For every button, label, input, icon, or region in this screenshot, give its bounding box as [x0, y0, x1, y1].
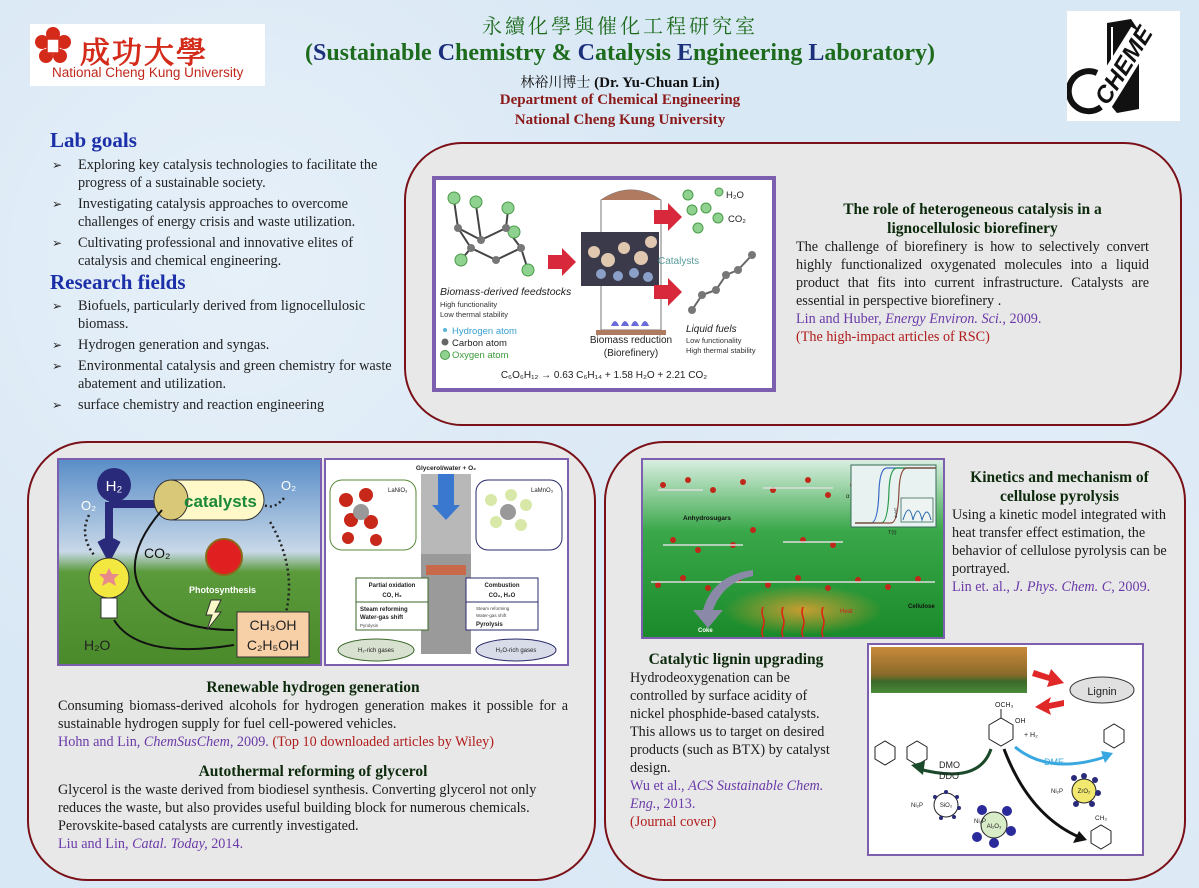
zro2-label: ZrO₂	[1077, 789, 1091, 795]
hydrogen-note: (Top 10 downloaded articles by Wiley)	[268, 734, 494, 750]
biorefinery-citation[interactable]: Lin and Huber, Energy Environ. Sci., 2009.	[796, 311, 1042, 327]
hydrogen-text-block	[58, 678, 568, 751]
left-box-bot-text3: Pyrolysis	[360, 623, 379, 628]
right-box-bot-text2: Water-gas shift	[476, 613, 507, 618]
h2-label: + H₂	[1024, 732, 1038, 739]
research-field-item: ➢ Biofuels, particularly derived from lignocellulosic biomass.	[52, 298, 366, 332]
ch3-label: CH₃	[1095, 815, 1108, 822]
lab-goals-list	[50, 156, 402, 270]
lab-title-chinese: 永續化學與催化工程研究室	[482, 14, 758, 38]
research-fields-section	[50, 270, 402, 417]
o2-right-label: O₂	[281, 478, 297, 493]
cheme-logo-text: CHEME	[1089, 21, 1159, 110]
left-box-top-text2: CO, H₂	[382, 593, 402, 599]
cellulose-label: Cellulose	[908, 604, 935, 610]
feedstock-sub1: High functionality	[440, 300, 498, 309]
university-name: National Cheng Kung University	[514, 112, 726, 128]
hydrogen-description: Consuming biomass-derived alcohols for hydrogen generation makes it possible for a sustainable hydrogen supply for fuel cell-powered vehicles.	[58, 698, 568, 732]
inset-dadt-label: dα/dT	[893, 507, 898, 518]
pyrolysis-title: Kinetics and mechanism of cellulose pyrolysis	[970, 469, 1149, 505]
bullet-arrow-icon: ➢	[52, 398, 63, 412]
biorefinery-figure	[432, 176, 776, 392]
dme-label: DME	[1044, 757, 1064, 767]
och3-label: OCH₃	[995, 702, 1014, 709]
feed-label: Glycerol/water + O₂	[415, 465, 477, 472]
fuels-sub1: Low functionality	[686, 336, 742, 345]
left-box-bot-text2: Water-gas shift	[360, 615, 404, 621]
ncku-logo-chinese: 成功大學	[80, 36, 208, 71]
reactor-label: Biomass reduction	[589, 335, 673, 346]
glycerol-reforming-figure	[324, 458, 569, 666]
dmo-label: DMO	[939, 760, 960, 770]
hydrogen-title: Renewable hydrogen generation	[206, 679, 420, 696]
lab-goals-heading: Lab goals	[50, 128, 137, 152]
anhydrosugars-label: Anhydrosugars	[683, 515, 732, 522]
plum-blossom-emblem-icon	[33, 26, 73, 66]
ni2p-label: Ni₂P	[911, 803, 923, 809]
left-box-top-text1: Partial oxidation	[368, 583, 416, 589]
ni2p-label: Ni₂P	[974, 819, 986, 825]
coke-label: Coke	[698, 628, 713, 634]
left-box-bot-text1: Steam reforming	[360, 607, 408, 613]
bullet-arrow-icon: ➢	[52, 359, 63, 373]
ncku-logo-english: National Cheng Kung University	[52, 65, 244, 80]
glycerol-title: Autothermal reforming of glycerol	[198, 763, 428, 780]
legend-carbon: Carbon atom	[452, 338, 507, 349]
right-box-top-text1: Combustion	[484, 583, 520, 589]
carbon-atom-icon	[442, 339, 449, 346]
pyrolysis-citation[interactable]: Lin et. al., J. Phys. Chem. C, 2009.	[952, 579, 1151, 595]
department-name: Department of Chemical Engineering	[499, 92, 741, 108]
pyrolysis-text-block	[952, 468, 1167, 596]
research-fields-heading: Research fields	[50, 270, 186, 294]
hydrogen-atom-icon	[443, 328, 447, 332]
ni2p-label: Ni₂P	[1051, 789, 1063, 795]
bullet-arrow-icon: ➢	[52, 158, 63, 172]
bullet-arrow-icon: ➢	[52, 338, 63, 352]
glycerol-citation[interactable]: Liu and Lin, Catal. Today, 2014.	[58, 836, 244, 852]
h2-rich-gases-label: H₂-rich gases	[357, 648, 395, 654]
legend-oxygen: Oxygen atom	[452, 350, 509, 361]
lab-goals-section	[50, 128, 402, 273]
lab-goal-item: ➢ Exploring key catalysis technologies to facilitate the progress of a sustainable society.	[52, 157, 378, 191]
liquid-fuels-label: Liquid fuels	[686, 324, 737, 335]
lignin-label: Lignin	[1087, 686, 1117, 698]
glycerol-description: Glycerol is the waste derived from biodiesel synthesis. Converting glycerol not only reduces the waste, but also provides useful building block for numerous chemicals. Perovskite-based catalysts are currently investigated.	[58, 782, 537, 834]
research-fields-list	[50, 297, 402, 414]
cheme-logo-mark-icon	[1067, 11, 1180, 121]
bullet-arrow-icon: ➢	[52, 197, 63, 211]
biorefinery-description: The challenge of biorefinery is how to selectively convert highly functionalized oxygenated molecules into a liquid product that fits into current infrastructure. Catalysts are essential in perspective biorefinery .	[796, 239, 1149, 309]
lab-title-english: (Sustainable Chemistry & Catalysis Engineering Laboratory)	[304, 40, 936, 66]
h2-label: H₂	[105, 478, 123, 495]
biorefinery-note: (The high-impact articles of RSC)	[796, 329, 990, 345]
h2o-label: H₂O	[726, 190, 744, 201]
biorefinery-text-block	[796, 200, 1149, 346]
heat-label: Heat	[840, 609, 853, 615]
forest-photo	[871, 647, 1027, 693]
lignin-title: Catalytic lignin upgrading	[648, 651, 824, 668]
research-field-item: ➢ Hydrogen generation and syngas.	[52, 337, 270, 353]
right-box-bot-text1: Steam reforming	[476, 606, 510, 611]
ethanol-label: C₂H₅OH	[246, 637, 300, 653]
pyrolysis-description: Using a kinetic model integrated with heat transfer effect estimation, the behavior of cellulose pyrolysis can be portrayed.	[952, 507, 1167, 577]
photosynthesis-label: Photosynthesis	[189, 585, 257, 595]
lamno3-label: LaMnO₃	[531, 488, 554, 494]
sio2-label: SiO₂	[939, 803, 953, 809]
ddo-label: DDO	[939, 771, 959, 781]
h2o-label: H₂O	[84, 637, 111, 653]
cellulose-pyrolysis-figure	[641, 458, 945, 639]
lab-goal-item: ➢ Cultivating professional and innovative elites of catalysis and chemical engineering.	[52, 235, 354, 269]
reactor-sublabel: (Biorefinery)	[603, 348, 659, 359]
lab-goal-item: ➢ Investigating catalysis approaches to overcome challenges of energy crisis and waste utilization.	[52, 196, 356, 230]
lignin-note: (Journal cover)	[630, 814, 717, 830]
right-box-bot-text3: Pyrolysis	[476, 622, 503, 628]
oh-label: OH	[1015, 718, 1026, 725]
red-arrow-icon	[548, 248, 576, 276]
feedstock-label: Biomass-derived feedstocks	[440, 286, 572, 298]
cheme-logo	[1067, 11, 1180, 121]
glycerol-text-block	[58, 762, 568, 853]
inset-x-axis-label: T(t)	[888, 530, 897, 536]
hydrogen-cycle-figure	[57, 458, 322, 666]
catalysts-label: catalysts	[184, 492, 257, 511]
inset-y-axis-label: α	[846, 494, 850, 500]
biorefinery-title: The role of heterogeneous catalysis in a lignocellulosic biorefinery	[843, 201, 1102, 237]
fuels-sub2: High thermal stability	[686, 346, 756, 355]
pi-name: 林裕川博士 (Dr. Yu-Chuan Lin)	[520, 75, 720, 91]
right-box-top-text2: CO₂, H₂O	[488, 593, 516, 599]
alkane-molecule-icon	[692, 255, 752, 310]
research-field-item: ➢ Environmental catalysis and green chemistry for waste abatement and utilization.	[52, 358, 392, 392]
co2-label: CO₂	[728, 214, 746, 225]
lanio3-label: LaNiO₃	[388, 488, 408, 494]
oxygen-atom-icon	[441, 351, 450, 360]
lignin-citation[interactable]: Wu et al., ACS Sustainable Chem. Eng., 2013.	[630, 778, 824, 812]
co2-label: CO₂	[144, 545, 171, 561]
o2-left-label: O₂	[81, 498, 97, 513]
bullet-arrow-icon: ➢	[52, 236, 63, 250]
lignin-text-block	[630, 650, 842, 831]
lignin-upgrading-figure	[867, 643, 1144, 856]
bullet-arrow-icon: ➢	[52, 299, 63, 313]
reactor-column-icon	[581, 190, 666, 335]
al2o3-label: Al₂O₃	[986, 824, 1002, 830]
h2o-rich-gases-label: H₂O-rich gases	[495, 648, 537, 654]
catalysts-label: Catalysts	[658, 256, 700, 267]
feedstock-sub2: Low thermal stability	[440, 310, 508, 319]
reaction-equation: C₆O₆H₁₂ → 0.63 C₆H₁₄ + 1.58 H₂O + 2.21 CO₂	[500, 370, 708, 381]
research-field-item: ➢ surface chemistry and reaction engineering	[52, 397, 325, 413]
methanol-label: CH₃OH	[249, 617, 297, 633]
ncku-logo	[30, 24, 265, 86]
lignin-description: Hydrodeoxygenation can be controlled by surface acidity of nickel phosphide-based catalysts. This allows us to target on desired products (such as BTX) by catalyst design.	[630, 670, 830, 776]
hydrogen-citation[interactable]: Hohn and Lin, ChemSusChem, 2009. (Top 10 downloaded articles by Wiley)	[58, 734, 494, 750]
legend-hydrogen: Hydrogen atom	[452, 326, 517, 337]
sun-icon	[206, 539, 242, 575]
